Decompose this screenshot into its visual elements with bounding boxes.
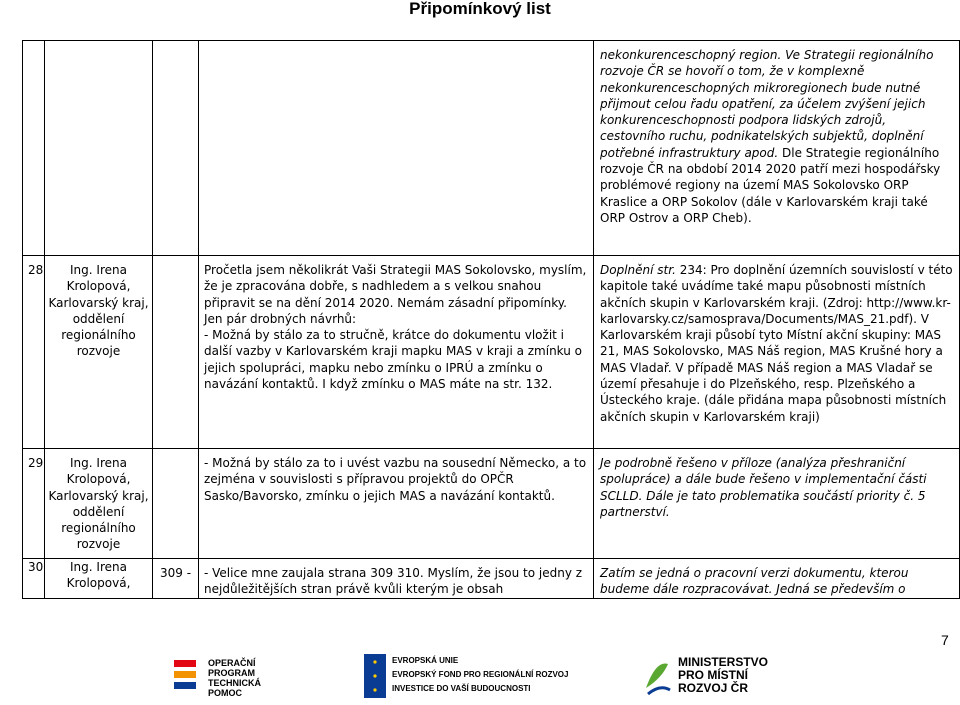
reply-lead: Doplnění str.: [600, 263, 680, 277]
op-technicka-pomoc-logo: [172, 652, 352, 702]
mmr-line: PRO MÍSTNÍ: [678, 668, 749, 682]
comment-cell: [199, 41, 594, 256]
reply-italic-text: nekonkurenceschopný region. Ve Strategii regionálního rozvoje ČR se hovoří o tom, že v komplexně nekonkurenceschopných mikroregionech bude nutné přijmout celou řadu opatření, za účelem zvýšení jejich konkurenceschopnosti podpora lidských zdrojů, cestovního ruchu, podnikatelských subjektů, doplnění potřebné infrastruktury apod.: [600, 48, 934, 160]
row-number: 30: [23, 559, 45, 599]
comment-text: Pročetla jsem několikrát Vaši Strategii MAS Sokolovsko, myslím, že je zpracována dobře, s nadhledem a s velkou snahou připravit se na dění 2014 2020. Nemám zásadní připomínky. Jen pár drobných návrhů: - Možná by stálo za to stručně, krátce do dokumentu vložit i další vazby v Karlovarském kraji mapku MAS v kraji a zmínku o jejich spolupráci, mapku nebo zmínku o IPRÚ a zmínku o navázání kontaktů. I když zmínku o MAS máte na str. 132.: [199, 256, 594, 449]
page-cell: [153, 41, 199, 256]
row-number: 28: [23, 256, 45, 449]
page-title: Připomínkový list: [409, 0, 551, 18]
op-logo-text: OPERAČNÍ PROGRAM TECHNICKÁ POMOC: [208, 658, 261, 698]
reply-body: 234: Pro doplnění územních souvislostí v této kapitole také uvádíme také mapu působnosti místních akčních skupin v Karlovarském kraji. (Zdroj: http://www.kr-karlovarsky.cz/samosprava/Documents/MAS_21.pdf). V Karlovarském kraji působí tyto Místní akční skupiny: MAS 21, MAS Sokolovsko, MAS Náš region, MAS Krušné hory a MAS Vladař. V případě MAS Náš region a MAS Vladař se území přesahuje i do Plzeňského, resp. Plzeňského a Ústeckého kraje. (dále přidána mapa působnosti místních akčních skupin v Karlovarském kraji): [600, 263, 953, 424]
eu-flag-icon: [364, 654, 386, 698]
reply-text: Zatím se jedná o pracovní verzi dokumentu, kterou budeme dále rozpracovávat. Jedná se především o: [594, 559, 960, 599]
table-row: [23, 449, 960, 559]
eu-line: INVESTICE DO VAŠÍ BUDOUCNOSTI: [392, 684, 531, 693]
eu-stars-icon: [364, 654, 386, 698]
reply-normal-text: Dle Strategie regionálního rozvoje ČR na období 2014 2020 patří mezi hospodářsky problémové regiony na území MAS Sokolovsko ORP Kraslice a ORP Sokolov (dále v Karlovarském kraji také ORP Ostrov a ORP Cheb).: [600, 145, 941, 225]
commenter: Ing. Irena Krolopová, Karlovarský kraj, oddělení regionálního rozvoje: [45, 449, 153, 559]
mmr-line: ROZVOJ ČR: [678, 681, 749, 695]
table-row-continuation: [23, 41, 960, 256]
reply-text: Je podrobně řešeno v příloze (analýza přeshraniční spolupráce) a dále bude řešeno v implementační části SCLLD. Dále je tato problematika součástí priority č. 5 partnerství.: [594, 449, 960, 559]
page-number: 7: [941, 632, 949, 648]
mmr-text: [678, 656, 768, 695]
page-ref: [153, 256, 199, 449]
reply-cell: [594, 41, 960, 256]
mmr-line: MINISTERSTVO: [678, 655, 769, 669]
reply-text: [594, 256, 960, 449]
comment-text: - Velice mne zaujala strana 309 310. Myslím, že jsou to jedny z nejdůležitějších stran právě kvůli kterým je obsah: [199, 559, 594, 599]
comments-table: [22, 40, 960, 599]
who-cell: [45, 41, 153, 256]
commenter: Ing. Irena Krolopová, Karlovarský kraj, oddělení regionálního rozvoje: [45, 256, 153, 449]
row-number: 29: [23, 449, 45, 559]
page-ref: 309 -: [153, 559, 199, 599]
table-row: [23, 559, 960, 599]
mmr-logo-icon: [642, 654, 672, 698]
num-cell: [23, 41, 45, 256]
op-logo-icon: [172, 656, 202, 696]
commenter: Ing. Irena Krolopová,: [45, 559, 153, 599]
comment-text: - Možná by stálo za to i uvést vazbu na sousední Německo, a to zejména v souvislosti s přípravou projektů do OPČR Sasko/Bavorsko, zmínku o jejich MAS a navázání kontaktů.: [199, 449, 594, 559]
eu-line: EVROPSKÁ UNIE: [392, 656, 459, 665]
table-row: [23, 256, 960, 449]
page-ref: [153, 449, 199, 559]
eu-line: EVROPSKÝ FOND PRO REGIONÁLNÍ ROZVOJ: [392, 670, 569, 679]
eu-funding-logo: [364, 652, 594, 702]
eu-text: [392, 654, 568, 696]
mmr-logo: [642, 652, 812, 702]
